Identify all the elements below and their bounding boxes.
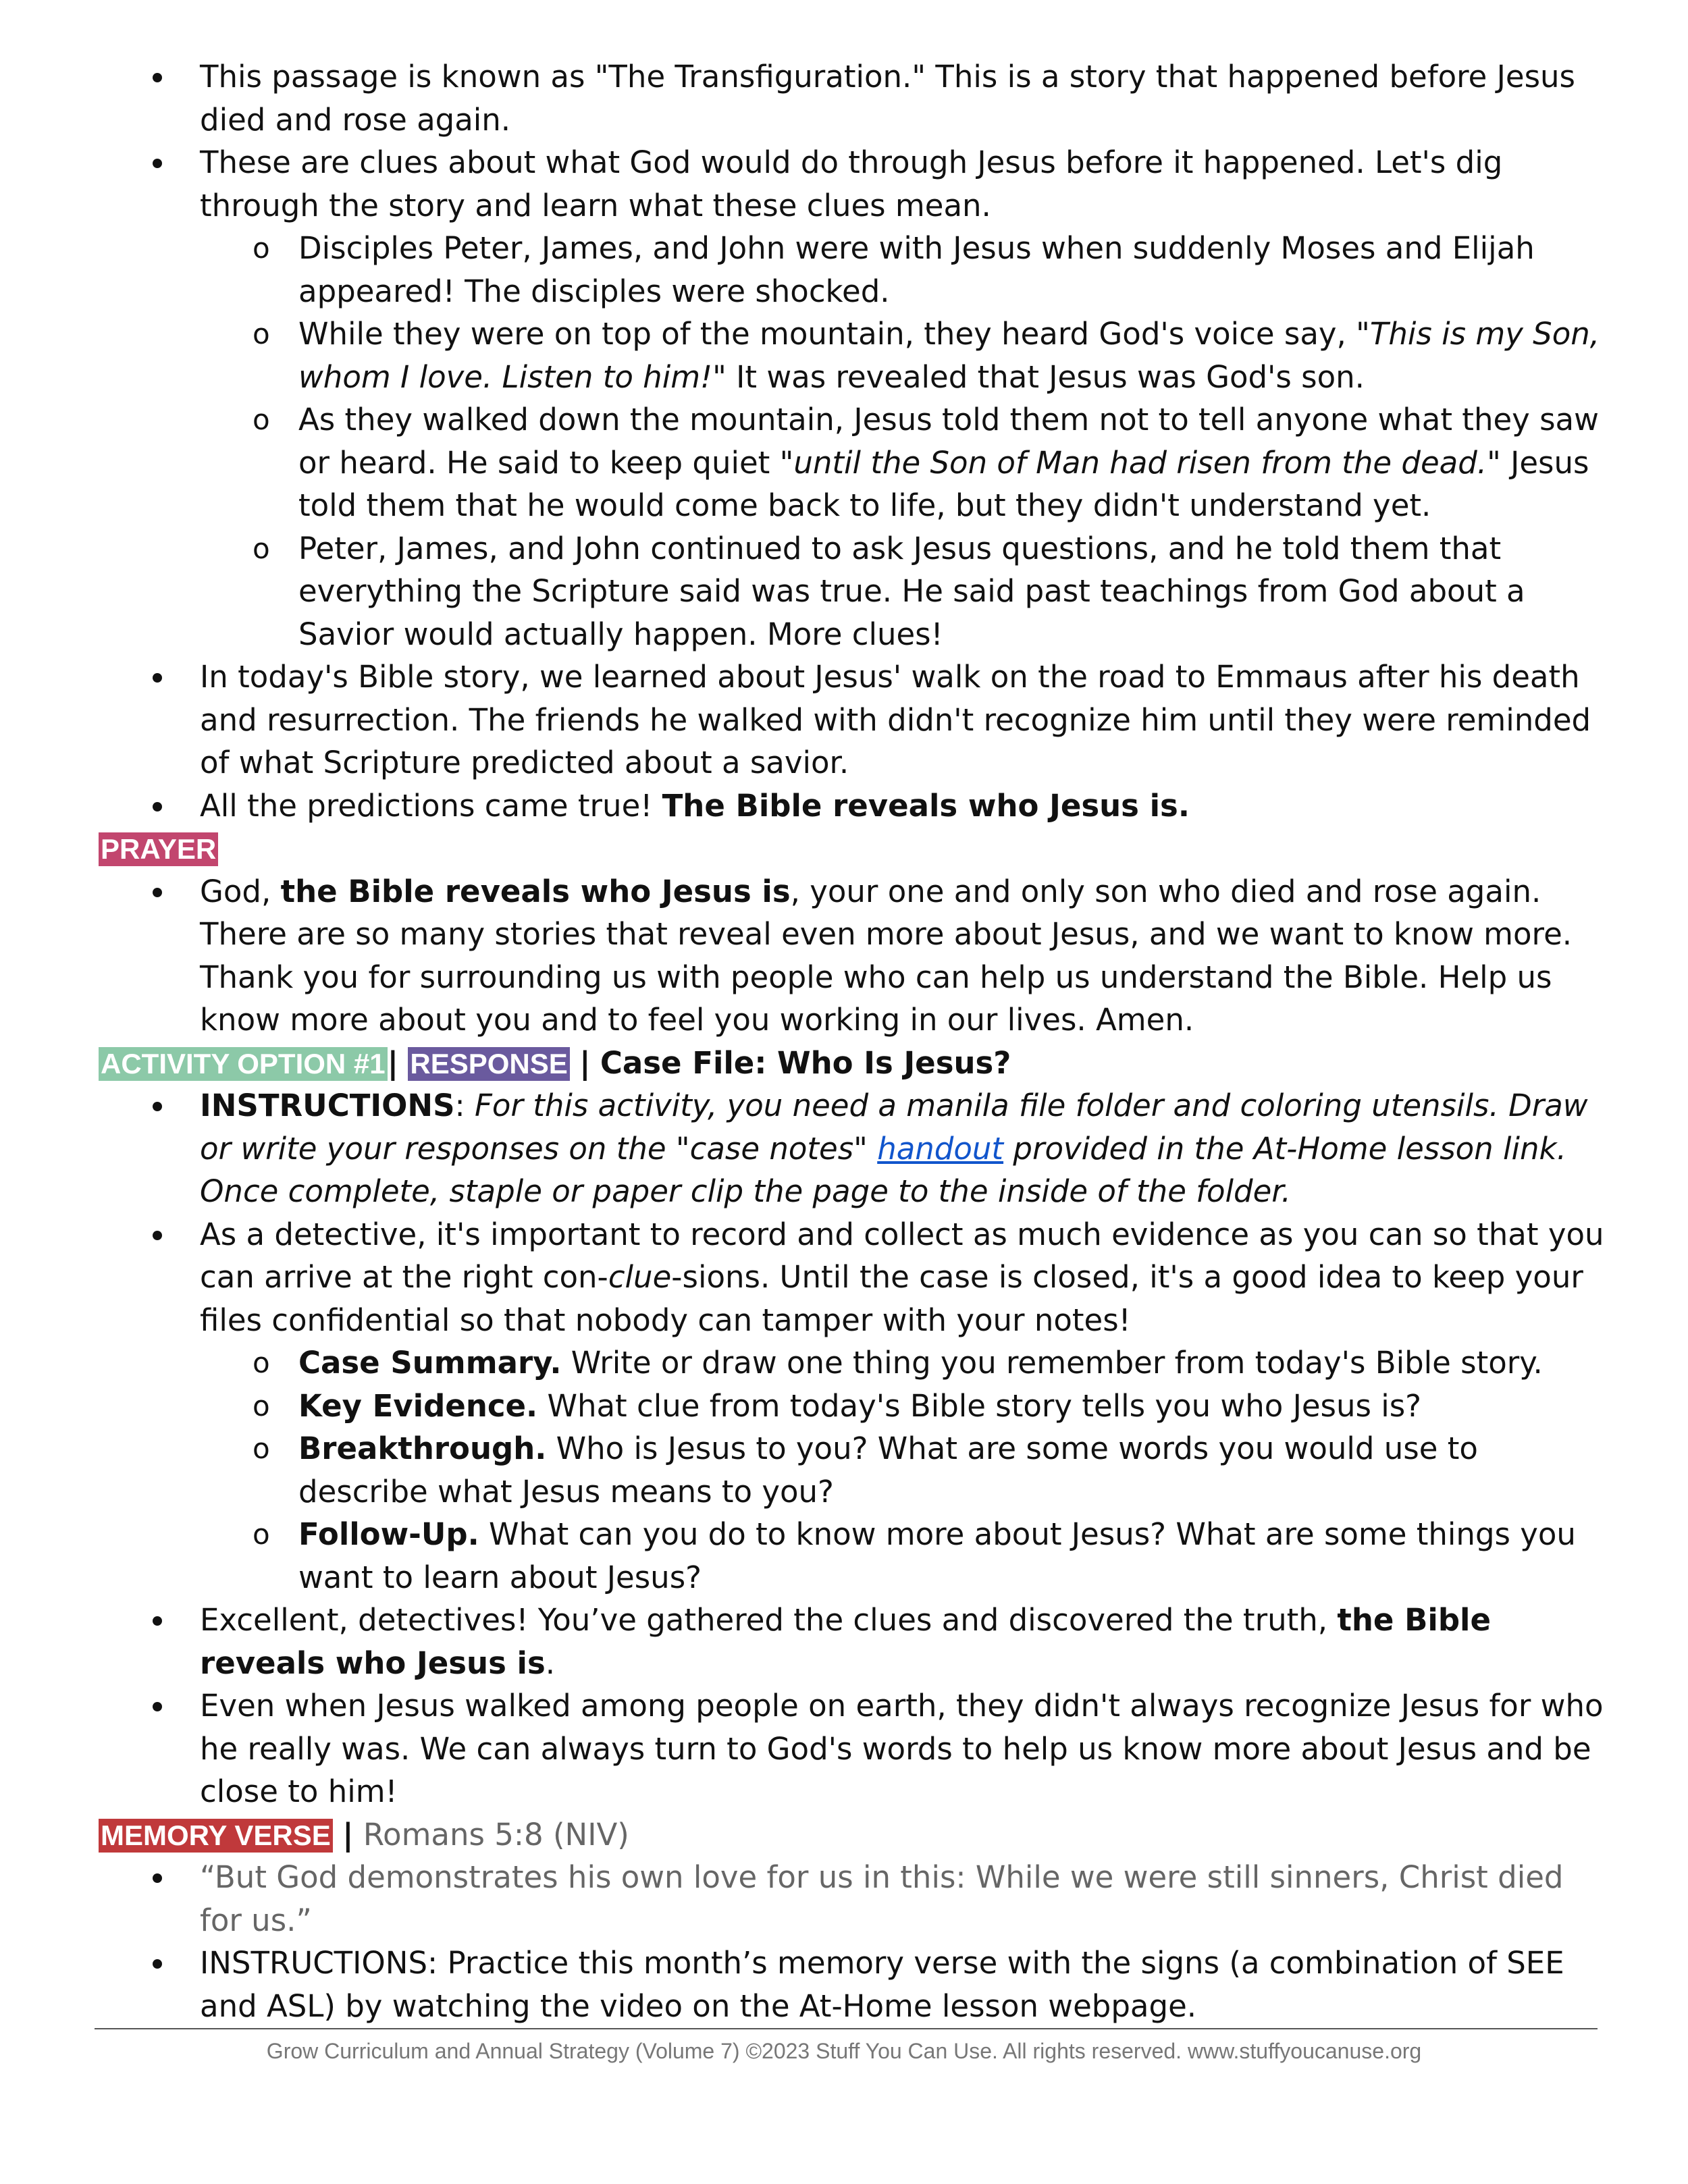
sub-list-item-text: While they were on top of the mountain, they heard God's voice say, " [298, 316, 1370, 352]
bullet-icon [153, 673, 162, 683]
footer-divider [95, 2028, 1598, 2029]
bullet-icon [153, 1102, 162, 1111]
prayer-heading [99, 827, 1611, 870]
circle-bullet-icon: o [253, 1346, 270, 1379]
bullet-icon [153, 1702, 162, 1711]
list-item [99, 1856, 1611, 1942]
list-item-text: In today's Bible story, we learned about Jesus' walk on the road to Emmaus after his death and resurrection. The friends he walked with didn't recognize him until they were reminded of what Scripture predicted about a savior. [200, 659, 1591, 780]
verse-text: “But God demonstrates his own love for us in this: While we were still sinners, Christ died for us.” [200, 1859, 1564, 1938]
bullet-icon [153, 1959, 162, 1969]
sub-list-item [99, 227, 1611, 313]
list-item-text: Even when Jesus walked among people on earth, they didn't always recognize Jesus for who he really was. We can always turn to God's words to help us know more about Jesus and be close to him! [200, 1688, 1604, 1809]
bold-text: Follow-Up. [298, 1516, 479, 1552]
italic-text: For this activity, you need a manila file folder and coloring utensils. Draw or write your responses on the "case notes" [200, 1088, 1588, 1167]
bullet-icon [153, 1616, 162, 1626]
circle-bullet-icon: o [253, 531, 270, 565]
circle-bullet-icon: o [253, 1432, 270, 1465]
list-item-text: All the predictions came true! [200, 787, 662, 824]
bullet-icon [153, 802, 162, 811]
bullet-icon [153, 1231, 162, 1240]
response-tag: RESPONSE [408, 1047, 569, 1081]
list-item [99, 1942, 1611, 2027]
sub-list-item [99, 398, 1611, 527]
list-item-text: These are clues about what God would do through Jesus before it happened. Let's dig through the story and learn what these clues mean. [200, 144, 1503, 223]
document-body [99, 55, 1611, 2027]
sub-list-item [99, 1427, 1611, 1513]
bullet-icon [153, 159, 162, 168]
memory-verse-tag: MEMORY VERSE [99, 1819, 333, 1853]
memory-verse-heading [99, 1813, 1611, 1857]
activity-title: Case File: Who Is Jesus? [600, 1044, 1011, 1081]
activity-tag: ACTIVITY OPTION #1 [99, 1047, 388, 1081]
quote-text: This is my Son, whom I love. Listen to him! [298, 316, 1600, 395]
list-item-text: As a detective, it's important to record and collect as much evidence as you can so that you can arrive at the right con- [200, 1216, 1604, 1295]
sub-list-item-text: " It was revealed that Jesus was God's son. [712, 358, 1365, 395]
list-item-text: This passage is known as "The Transfiguration." This is a story that happened before Jesus died and rose again. [200, 59, 1575, 138]
list-item-text: God, [200, 873, 281, 909]
list-item [99, 1084, 1611, 1213]
italic-text: clue [608, 1259, 672, 1295]
bold-text: Breakthrough. [298, 1431, 547, 1466]
separator: | [579, 1044, 591, 1081]
bullet-icon [153, 1873, 162, 1883]
list-item [99, 55, 1611, 141]
list-item-text: Excellent, detectives! You’ve gathered the clues and discovered the truth, [200, 1602, 1338, 1638]
circle-bullet-icon: o [253, 232, 270, 265]
bold-text: the Bible reveals who Jesus is [280, 873, 791, 909]
sub-list-item [99, 1513, 1611, 1599]
sub-list-item-text: Peter, James, and John continued to ask Jesus questions, and he told them that everything the Scripture said was true. He said past teachings from God about a Savior would actually happen. More clues! [298, 530, 1525, 652]
verse-reference: Romans 5:8 (NIV) [363, 1816, 629, 1853]
circle-bullet-icon: o [253, 1518, 270, 1551]
list-item [99, 1684, 1611, 1813]
bullet-icon [153, 73, 162, 82]
sub-list-item-text: Disciples Peter, James, and John were with Jesus when suddenly Moses and Elijah appeared! The disciples were shocked. [298, 230, 1535, 309]
list-item-text: . [545, 1645, 556, 1681]
sub-list-item [99, 1385, 1611, 1428]
sub-list-item [99, 527, 1611, 656]
list-item-text: : [454, 1088, 475, 1123]
list-item-text: INSTRUCTIONS: Practice this month’s memory verse with the signs (a combination of SEE and ASL) by watching the video on the At-Home lesson webpage. [200, 1945, 1564, 2024]
separator: | [342, 1816, 354, 1853]
list-item-text: -sions. Until the case is closed, it's a good idea to keep your files confidential so that nobody can tamper with your notes! [200, 1259, 1583, 1338]
sub-list-item [99, 313, 1611, 398]
handout-link[interactable]: handout [877, 1130, 1004, 1167]
list-item [99, 141, 1611, 227]
bold-text: Case Summary. [298, 1345, 562, 1381]
bold-text: INSTRUCTIONS [200, 1088, 455, 1123]
sub-list-item [99, 1341, 1611, 1385]
circle-bullet-icon: o [253, 1389, 270, 1422]
list-item [99, 656, 1611, 784]
sub-list-item-text: What clue from today's Bible story tells you who Jesus is? [537, 1387, 1422, 1424]
sub-list-item-text: What can you do to know more about Jesus? What are some things you want to learn about Jesus? [298, 1516, 1576, 1595]
separator: | [387, 1044, 399, 1081]
activity-heading [99, 1042, 1611, 1085]
sub-list-item-text: Write or draw one thing you remember from today's Bible story. [561, 1345, 1543, 1381]
prayer-tag: PRAYER [99, 832, 218, 866]
page-footer: Grow Curriculum and Annual Strategy (Volume 7) ©2023 Stuff You Can Use. All rights reserved. www.stuffyoucanuse.org [266, 2039, 1422, 2063]
list-item-text: , your one and only son who died and rose again. There are so many stories that reveal even more about Jesus, and we want to know more. Thank you for surrounding us with people who can help us understand the Bible. Help us know more about you and to feel you working in our lives. Amen. [200, 873, 1573, 1038]
circle-bullet-icon: o [253, 317, 270, 350]
list-item [99, 1599, 1611, 1684]
quote-text: until the Son of Man had risen from the dead. [793, 444, 1487, 481]
list-item [99, 784, 1611, 828]
circle-bullet-icon: o [253, 403, 270, 436]
list-item [99, 870, 1611, 1042]
sub-list-item-text: Who is Jesus to you? What are some words you would use to describe what Jesus means to you? [298, 1431, 1478, 1510]
sub-list-item-text: As they walked down the mountain, Jesus told them not to tell anyone what they saw or heard. He said to keep quiet " [298, 402, 1599, 481]
bold-text: The Bible reveals who Jesus is. [662, 787, 1190, 824]
list-item [99, 1213, 1611, 1342]
bold-text: Key Evidence. [298, 1387, 538, 1424]
bullet-icon [153, 888, 162, 897]
bold-text: the Bible reveals who Jesus is [200, 1602, 1491, 1681]
italic-text: provided in the At-Home lesson link. Once complete, staple or paper clip the page to the inside of the folder. [200, 1130, 1566, 1209]
sub-list-item-text: " Jesus told them that he would come back to life, but they didn't understand yet. [298, 444, 1589, 523]
